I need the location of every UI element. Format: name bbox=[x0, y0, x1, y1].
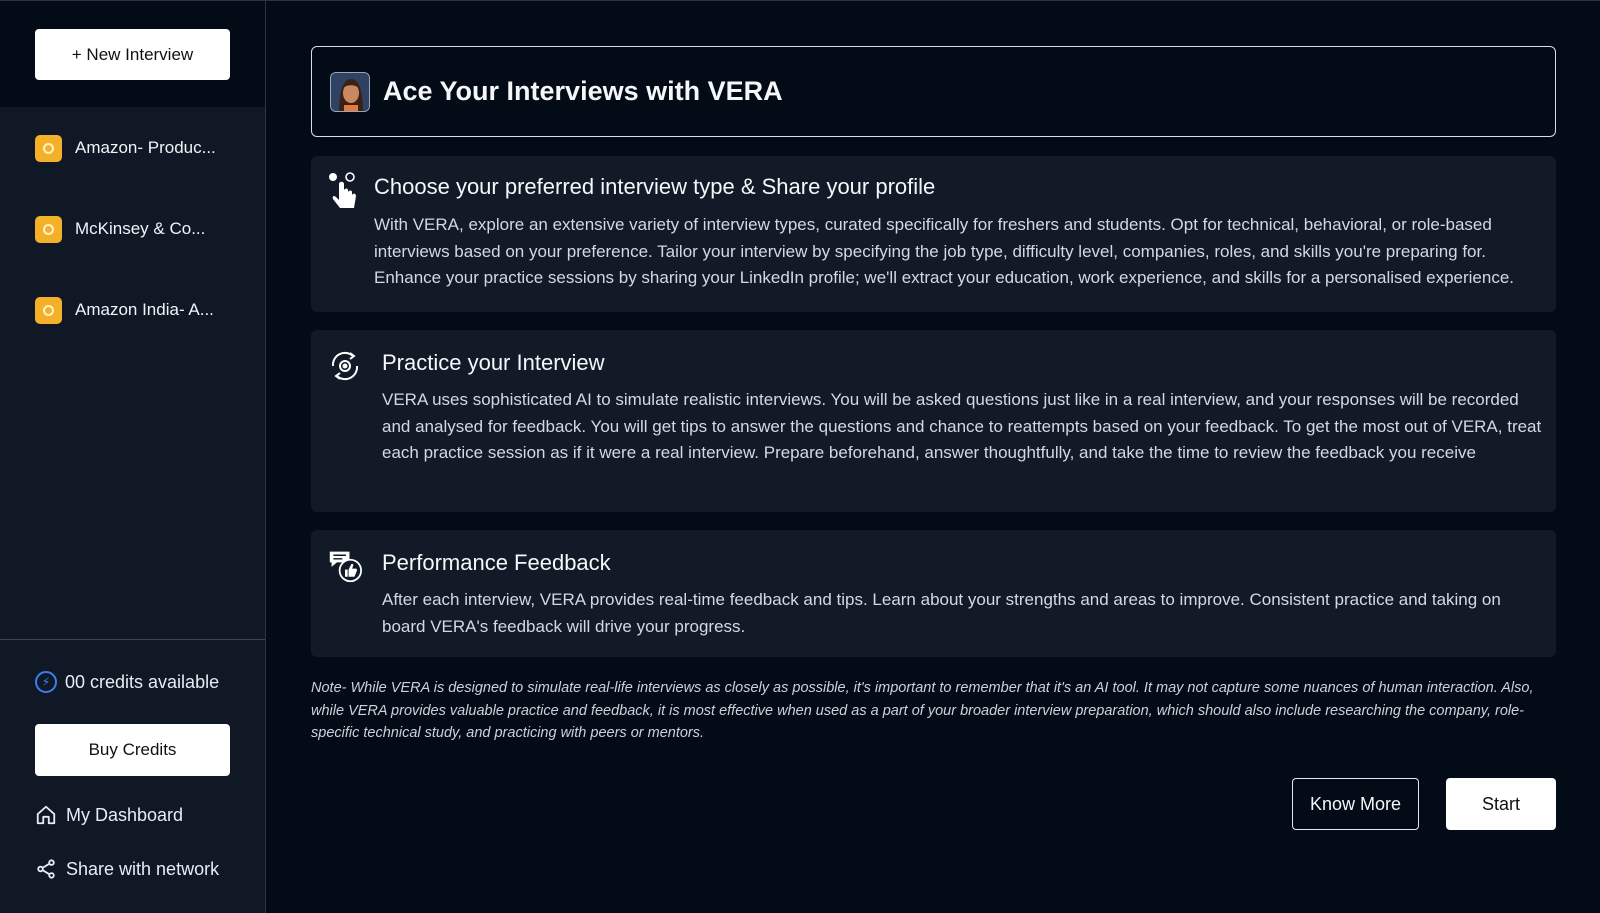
interview-badge-icon bbox=[35, 216, 62, 243]
history-item[interactable] bbox=[35, 133, 245, 163]
history-item[interactable] bbox=[35, 214, 245, 244]
credits-indicator bbox=[35, 671, 219, 693]
card-body: VERA uses sophisticated AI to simulate realistic interviews. You will be asked questions just like in a real interview, and your responses will be recorded and analysed for feedback. You will get tips to answer the questions and chance to reattempts based on your feedback. To get the most out of VERA, treat each practice session as if it were a real interview. Prepare beforehand, answer thoughtfully, and take the time to review the feedback you receive bbox=[382, 390, 1542, 462]
interview-badge-icon bbox=[35, 135, 62, 162]
my-dashboard-label: My Dashboard bbox=[66, 804, 184, 825]
my-dashboard-link[interactable] bbox=[35, 804, 183, 826]
hero-banner bbox=[311, 46, 1556, 137]
card-title: Choose your preferred interview type & Share your profile bbox=[374, 174, 936, 199]
history-item-label: McKinsey & Co... bbox=[75, 219, 206, 238]
home-icon bbox=[35, 804, 57, 826]
card-body: With VERA, explore an extensive variety of interview types, curated specifically for freshers and students. Opt for technical, behavioral, or role-based interviews based on your preference. Tailor your interview by specifying the job type, difficulty level, companies, roles, and skills you're preparing for. Enhance your practice sessions by sharing your LinkedIn profile; we'll extract your education, work experience, and skills for a personalised experience. bbox=[374, 215, 1515, 287]
feedback-thumbs-up-icon bbox=[328, 546, 362, 586]
know-more-button[interactable]: Know More bbox=[1292, 778, 1419, 830]
touch-choose-icon bbox=[328, 172, 362, 212]
share-network-link[interactable] bbox=[35, 858, 219, 880]
card-title: Practice your Interview bbox=[382, 350, 605, 375]
history-item-label: Amazon India- A... bbox=[75, 300, 214, 319]
interview-badge-icon bbox=[35, 297, 62, 324]
sidebar-divider bbox=[0, 639, 265, 640]
credits-text: 00 credits available bbox=[65, 671, 220, 692]
practice-cycle-icon bbox=[328, 346, 362, 386]
card-title: Performance Feedback bbox=[382, 550, 611, 575]
feature-card-choose bbox=[311, 156, 1556, 312]
history-item-label: Amazon- Produc... bbox=[75, 138, 216, 157]
new-interview-button[interactable]: + New Interview bbox=[35, 29, 230, 80]
vera-avatar bbox=[330, 72, 370, 112]
disclaimer-note: Note- While VERA is designed to simulate real-life interviews as closely as possible, it's important to remember that it's an AI tool. It may not capture some nuances of human interaction. Also, while VERA provides valuable practice and feedback, it is most effective when used as a part of your broader interview preparation, which should also include researching the company, role-specific technical study, and practicing with peers or mentors. bbox=[311, 680, 1534, 741]
sidebar bbox=[0, 1, 266, 913]
lightning-icon: ⚡ bbox=[35, 671, 57, 693]
buy-credits-button[interactable]: Buy Credits bbox=[35, 724, 230, 776]
start-button[interactable]: Start bbox=[1446, 778, 1556, 830]
feature-card-practice bbox=[311, 330, 1556, 512]
history-item[interactable] bbox=[35, 295, 245, 325]
hero-title: Ace Your Interviews with VERA bbox=[383, 76, 783, 106]
share-network-label: Share with network bbox=[66, 858, 220, 879]
card-body: After each interview, VERA provides real-time feedback and tips. Learn about your strengths and areas to improve. Consistent practice and taking on board VERA's feedback will drive your progress. bbox=[382, 590, 1501, 636]
feature-card-feedback bbox=[311, 530, 1556, 657]
share-icon bbox=[35, 858, 57, 880]
